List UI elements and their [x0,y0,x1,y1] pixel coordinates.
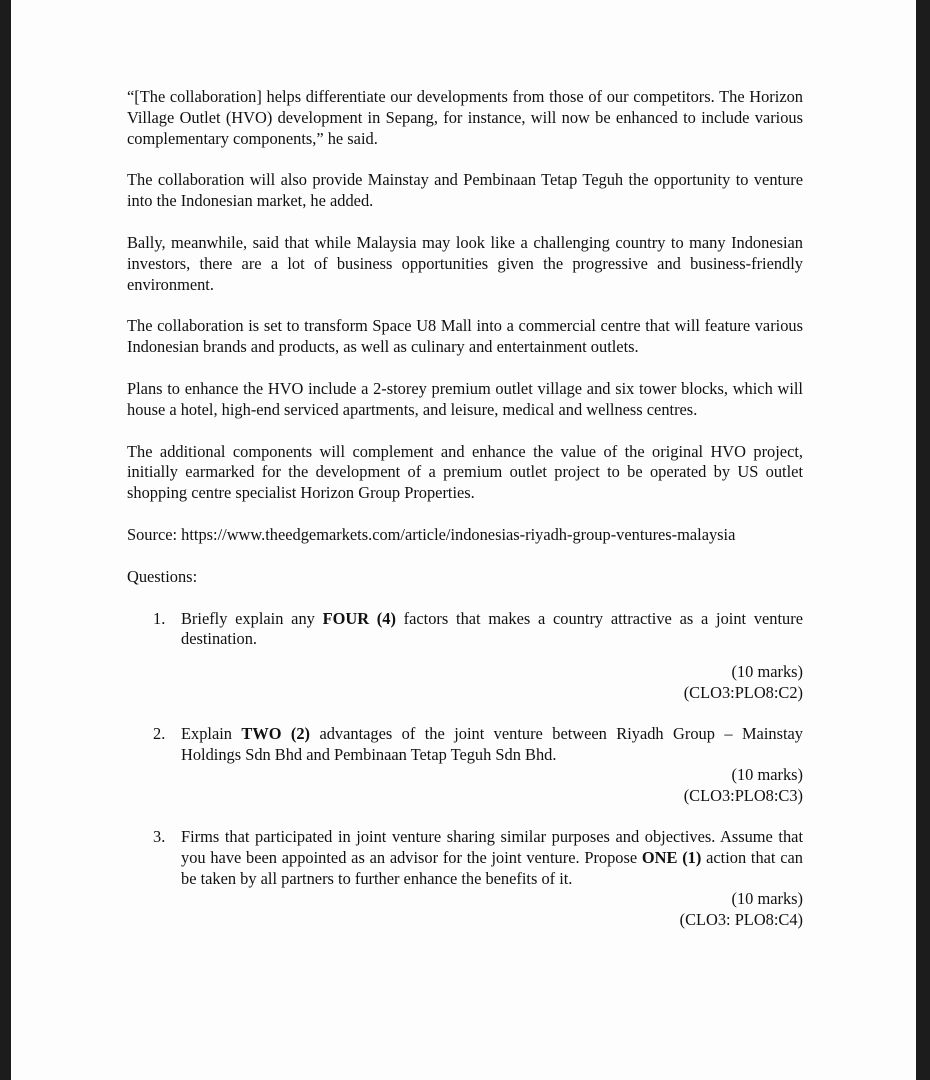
paragraph-additional-components: The additional components will complement and enhance the value of the original HVO project, initially earmarked for the development of a premium outlet project to be operated by US outlet shopping centre specialist Horizon Group Properties. [127,441,803,503]
question-clo: (CLO3:PLO8:C2) [683,682,803,702]
paragraph-hvo-plans: Plans to enhance the HVO include a 2-storey premium outlet village and six tower blocks, which will house a hotel, high-end serviced apartments, and leisure, medical and wellness centres. [127,378,803,419]
question-number: 2. [153,723,166,743]
paragraph-bally-statement: Bally, meanwhile, said that while Malaysia may look like a challenging country to many Indonesian investors, there are a lot of business opportunities given the progressive and business-friendly environment. [127,232,803,294]
question-number: 3. [153,826,166,846]
paragraph-space-u8-mall: The collaboration is set to transform Space U8 Mall into a commercial centre that will feature various Indonesian brands and products, as well as culinary and entertainment outlets. [127,316,803,357]
questions-heading: Questions: [127,566,198,586]
document-body [127,87,803,931]
source-citation: Source: https://www.theedgemarkets.com/article/indonesias-riyadh-group-ventures-malaysia [127,524,736,544]
questions-list [127,609,803,931]
question-marks: (10 marks) [731,662,803,682]
question-item [127,724,803,807]
question-text: Briefly explain any FOUR (4) factors that makes a country attractive as a joint venture destination. [181,608,803,649]
question-number: 1. [153,608,166,628]
document-page [11,0,916,1080]
question-item [127,827,803,931]
question-marks: (10 marks) [731,889,803,909]
question-clo: (CLO3:PLO8:C3) [683,786,803,806]
question-emphasis: FOUR (4) [322,608,396,628]
paragraph-indonesian-market: The collaboration will also provide Mainstay and Pembinaan Tetap Teguh the opportunity to venture into the Indonesian market, he added. [127,170,803,211]
question-emphasis: ONE (1) [641,847,702,867]
question-item [127,609,803,704]
paragraph-collaboration-quote: “[The collaboration] helps differentiate our developments from those of our competitors. The Horizon Village Outlet (HVO) development in Sepang, for instance, will now be enhanced to include various complementary components,” he said. [127,87,803,148]
question-text: Firms that participated in joint venture sharing similar purposes and objectives. Assume that you have been appointed as an advisor for the joint venture. Propose ONE (1) action that can be taken by all partners to further enhance the benefits of it. [181,826,803,888]
question-text: Explain TWO (2) advantages of the joint venture between Riyadh Group – Mainstay Holdings Sdn Bhd and Pembinaan Tetap Teguh Sdn Bhd. [181,723,803,764]
question-emphasis: TWO (2) [241,723,311,743]
question-clo: (CLO3: PLO8:C4) [679,910,803,930]
question-marks: (10 marks) [731,765,803,785]
